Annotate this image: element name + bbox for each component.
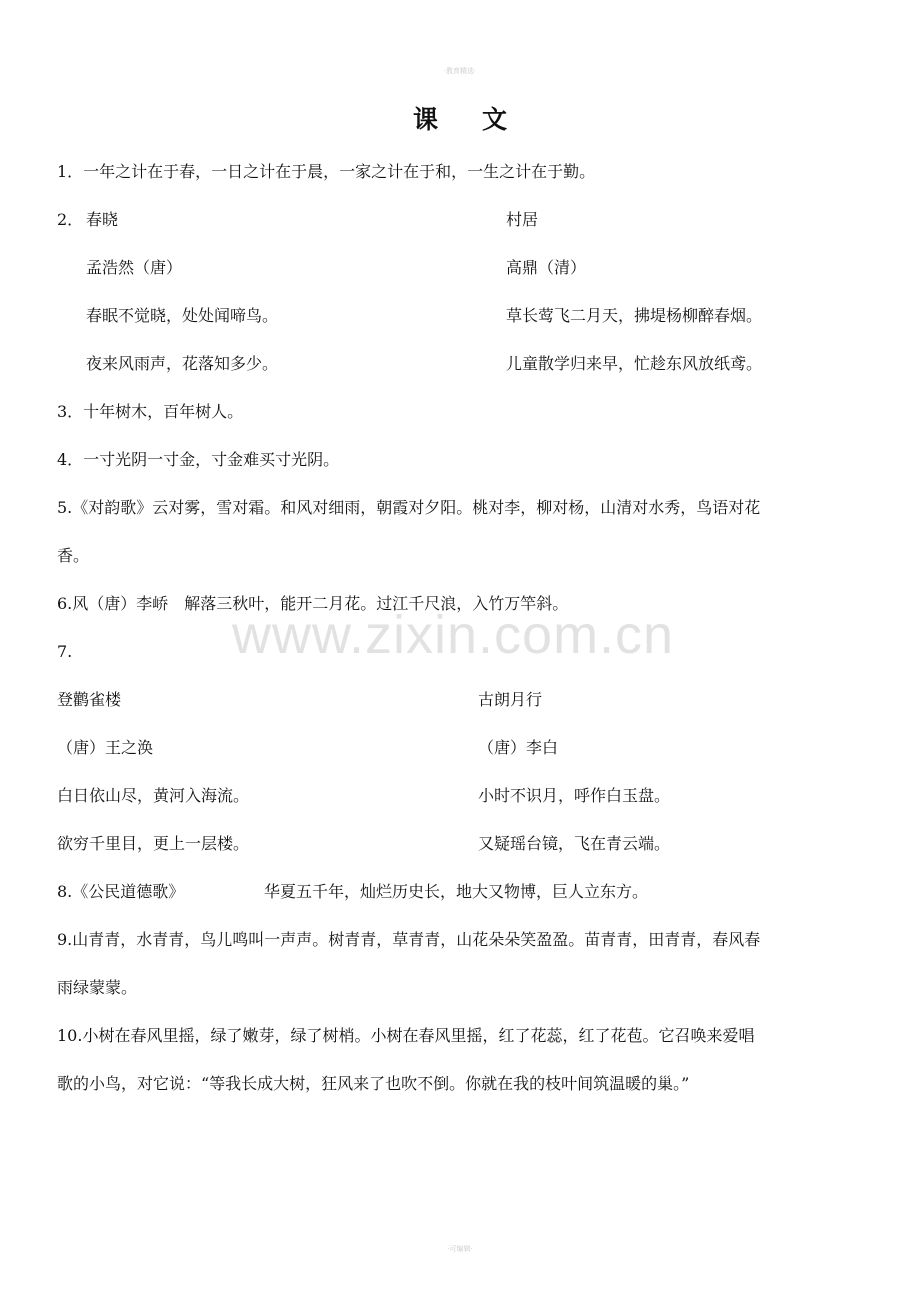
poem-dengguanquelou-line-2: 欲穷千里目，更上一层楼。 [57,834,250,853]
poem-dengguanquelou-author: （唐）王之涣 [57,738,154,757]
item-4: 4．一寸光阴一寸金，寸金难买寸光阴。 [57,450,340,469]
item-9-line-2: 雨绿蒙蒙。 [57,978,138,997]
item-10-line-1: 10.小树在春风里摇，绿了嫩芽，绿了树梢。小树在春风里摇，红了花蕊，红了花苞。它召唤来爱唱 [57,1026,755,1045]
poem-chunxiao-line-1: 春眠不觉晓，处处闻啼鸟。 [86,306,279,325]
item-5-line-2: 香。 [57,546,90,565]
page-title: 课文 [412,105,551,134]
poem-chunxiao-author: 孟浩然（唐） [86,258,183,277]
item-8-title: 8.《公民道德歌》 [57,882,185,901]
poem-gulangyuexing-line-1: 小时不识月，呼作白玉盘。 [478,786,671,805]
poem-cunju-title: 村居 [506,210,539,229]
poem-gulangyuexing-line-2: 又疑瑶台镜，飞在青云端。 [478,834,671,853]
item-5-line-1: 5.《对韵歌》云对雾，雪对霜。和风对细雨，朝霞对夕阳。桃对李，柳对杨，山清对水秀，鸟语对花 [57,498,761,517]
footer-mark: ·可编辑· [447,1245,473,1253]
poem-cunju-line-1: 草长莺飞二月天，拂堤杨柳醉春烟。 [506,306,763,325]
item-6: 6.风（唐）李峤 解落三秋叶，能开二月花。过江千尺浪，入竹万竿斜。 [57,594,569,613]
poem-dengguanquelou-line-1: 白日依山尽，黄河入海流。 [57,786,250,805]
poem-cunju-author: 高鼎（清） [506,258,587,277]
poem-cunju-line-2: 儿童散学归来早，忙趁东风放纸鸢。 [506,354,763,373]
watermark: www.zixin.com.cn [232,605,675,665]
item-3: 3．十年树木，百年树人。 [57,402,244,421]
item-1: 1．一年之计在于春，一日之计在于晨，一家之计在于和，一生之计在于勤。 [57,162,596,181]
poem-dengguanquelou-title: 登鹳雀楼 [57,690,122,709]
item-2-number: 2． [57,210,84,229]
poem-chunxiao-line-2: 夜来风雨声，花落知多少。 [86,354,279,373]
header-mark: ·教育精选· [443,67,477,75]
poem-gulangyuexing-title: 古朗月行 [478,690,543,709]
poem-gulangyuexing-author: （唐）李白 [478,738,559,757]
poem-chunxiao-title: 春晓 [86,210,119,229]
item-8-text: 华夏五千年，灿烂历史长，地大又物博，巨人立东方。 [264,882,649,901]
item-9-line-1: 9.山青青，水青青，鸟儿鸣叫一声声。树青青，草青青，山花朵朵笑盈盈。苗青青，田青青，春风春 [57,930,761,949]
item-7-number: 7. [57,642,73,661]
item-10-line-2: 歌的小鸟，对它说：“等我长成大树，狂风来了也吹不倒。你就在我的枝叶间筑温暖的巢。” [57,1074,690,1093]
